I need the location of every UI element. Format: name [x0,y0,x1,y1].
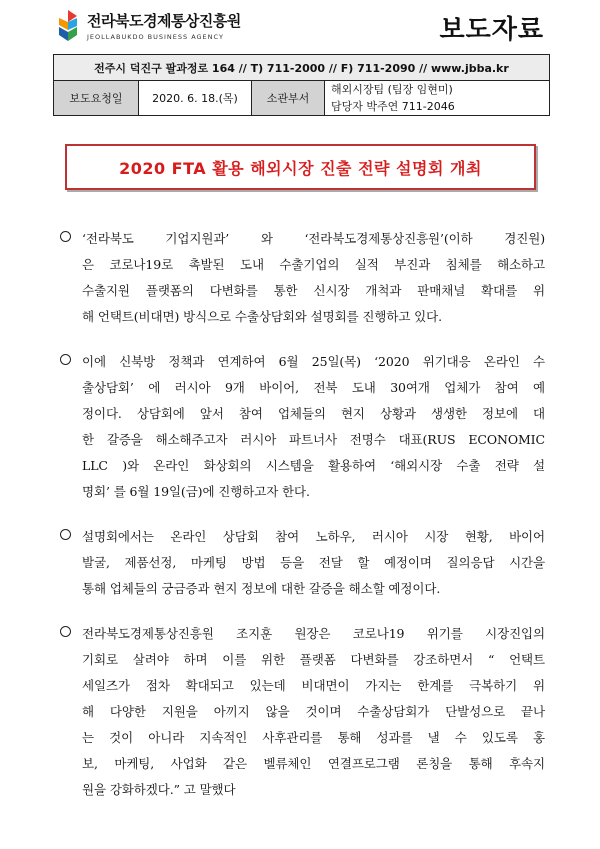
circle-bullet-icon [60,626,71,637]
request-date-value: 2020. 6. 18.(목) [139,81,252,116]
paragraph-line: 설명회에서는 온라인 상담회 참여 노하우, 러시아 시장 현황, 바이어 [82,529,545,544]
circle-bullet-icon [60,354,71,365]
org-name: 전라북도경제통상진흥원 [87,12,241,30]
agency-logo-icon [57,10,79,42]
headline-box [65,144,536,190]
department-contact: 담당자 박주연 711-2046 [331,100,455,113]
press-release-label: 보도자료 [439,15,544,45]
paragraph-line: 세일즈가 점차 확대되고 있는데 비대면이 가지는 한계를 극복하기 위 [82,678,545,693]
paragraph-line: 통해 업체들의 궁금증과 현지 정보에 대한 갈증을 해소할 예정이다. [82,581,441,596]
request-date-label: 보도요청일 [54,81,139,116]
paragraph-line: 해 다양한 지원을 아끼지 않을 것이며 수출상담회가 단발성으로 끝나 [82,704,545,719]
paragraph-line: 이에 신북방 정책과 연계하여 6월 25일(목) ‘2020 위기대응 온라인 수 [82,354,545,369]
info-table [53,54,550,116]
article-body [60,226,545,822]
paragraph-line: 명회’ 를 6월 19일(금)에 진행하고자 한다. [82,484,310,499]
circle-bullet-icon [60,231,71,242]
paragraph-line: 는 것이 아니라 지속적인 사후관리를 통해 성과를 낼 수 있도록 홍 [82,730,545,745]
paragraph-line: 은 코로나19로 촉발된 도내 수출기업의 실적 부진과 침체를 해소하고 [82,257,545,272]
department-value [325,81,550,116]
department-label: 소관부서 [252,81,325,116]
paragraph-line: 전라북도경제통상진흥원 조지훈 원장은 코로나19 위기를 시장진입의 [82,626,545,641]
paragraph [60,524,545,602]
circle-bullet-icon [60,529,71,540]
contact-line: 전주시 덕진구 팔과정로 164 // T) 711-2000 // F) 711-2090 // www.jbba.kr [54,55,550,81]
org-name-en: JEOLLABUKDO BUSINESS AGENCY [87,33,224,41]
paragraph [60,349,545,505]
paragraph-line: 한 갈증을 해소해주고자 러시아 파트너사 전명수 대표(RUS ECONOMIC [82,432,545,447]
paragraph-line: 원을 강화하겠다.” 고 말했다 [82,782,236,797]
paragraph [60,226,545,330]
department-team: 해외시장팀 (팀장 임현미) [331,83,453,96]
paragraph-line: 정이다. 상담회에 앞서 참여 업체들의 현지 상황과 생생한 정보에 대 [82,406,545,421]
paragraph-line: LLC )와 온라인 화상회의 시스템을 활용하여 ‘해외시장 수출 전략 설 [82,458,545,473]
headline-title: 2020 FTA 활용 해외시장 진출 전략 설명회 개최 [119,158,482,178]
letterhead [53,4,550,54]
paragraph-line: ‘전라북도 기업지원과’ 와 ‘전라북도경제통상진흥원’(이하 경진원) [82,231,545,246]
paragraph-line: 수출지원 플랫폼의 다변화를 통한 신시장 개척과 판매채널 확대를 위 [82,283,545,298]
paragraph [60,621,545,803]
paragraph-line: 출상담회’ 에 러시아 9개 바이어, 전북 도내 30여개 업체가 참여 예 [82,380,545,395]
paragraph-line: 기회로 살려야 하며 이를 위한 플랫폼 다변화를 강조하면서 “ 언택트 [82,652,545,667]
paragraph-line: 발굴, 제품선정, 마케팅 방법 등을 전달 할 예정이며 질의응답 시간을 [82,555,545,570]
paragraph-line: 해 언택트(비대면) 방식으로 수출상담회와 설명회를 진행하고 있다. [82,309,442,324]
paragraph-line: 보, 마케팅, 사업화 같은 벨류체인 연결프로그램 론칭을 통해 후속지 [82,756,545,771]
